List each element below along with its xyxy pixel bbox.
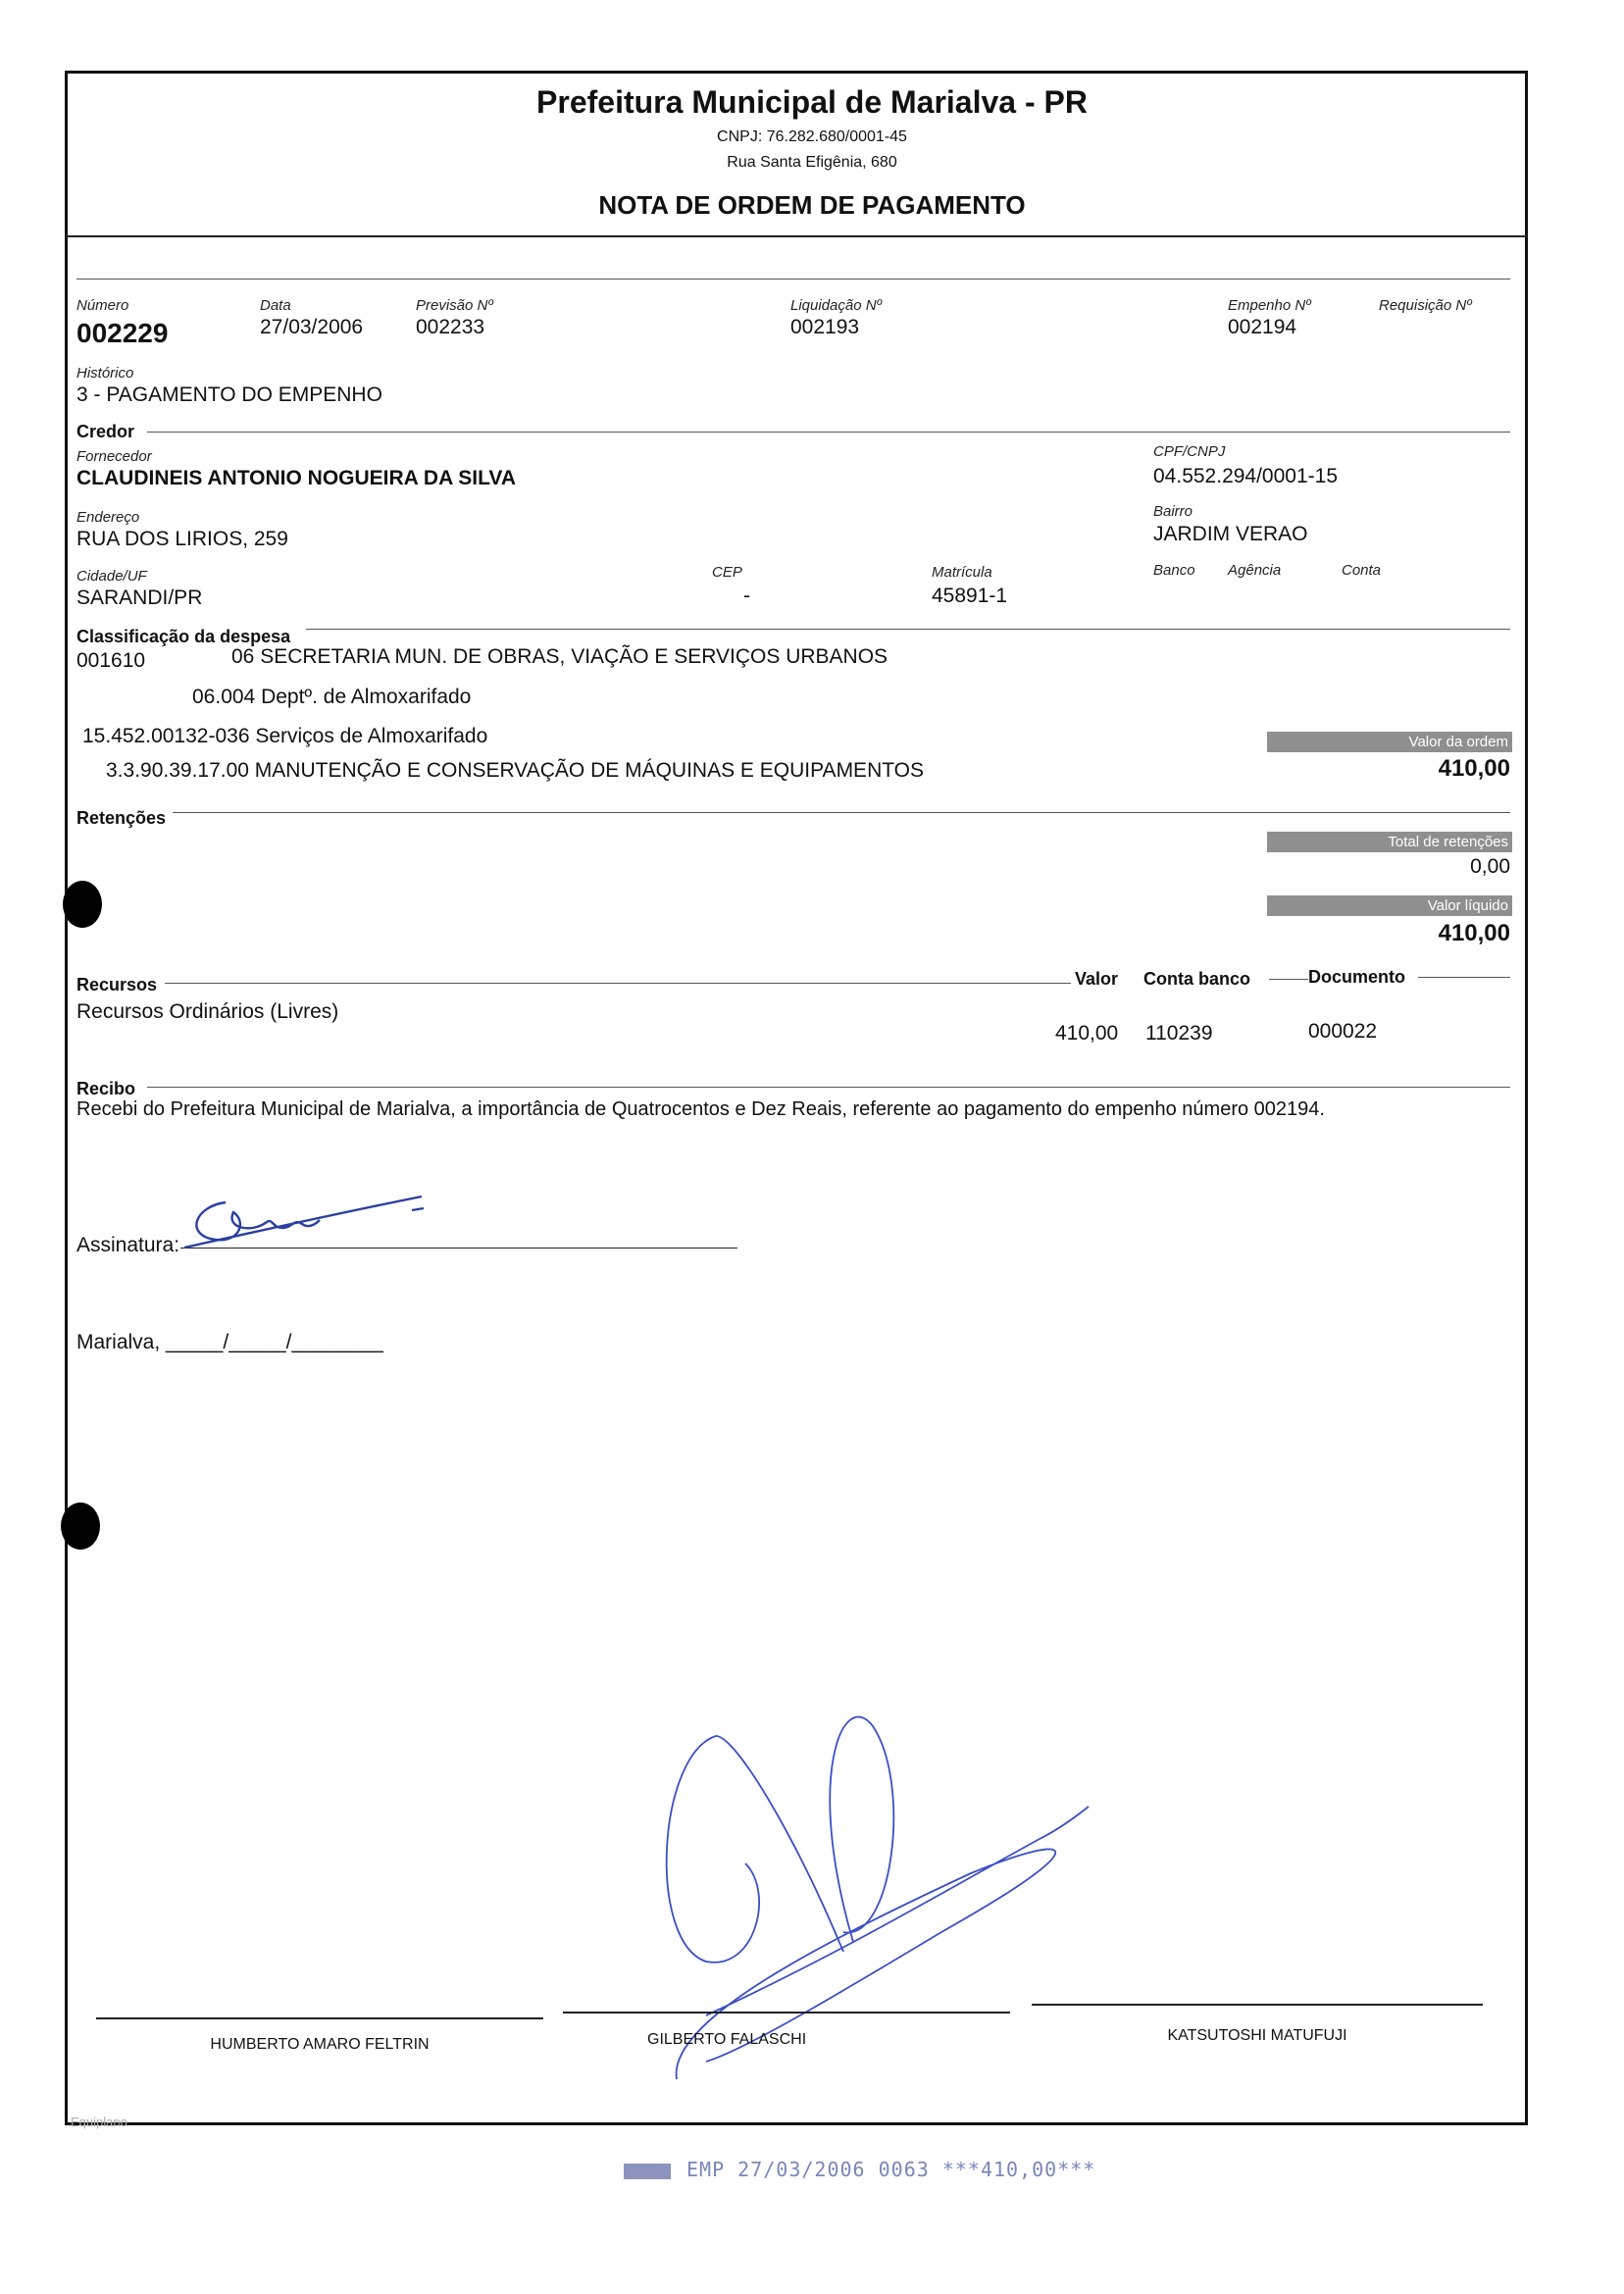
classificacao-line [306, 629, 1510, 630]
historico-value: 3 - PAGAMENTO DO EMPENHO [76, 383, 382, 406]
endereco-label: Endereço [76, 509, 140, 526]
classificacao-line2: 06.004 Deptº. de Almoxarifado [192, 686, 472, 708]
recursos-line-2 [1269, 979, 1308, 980]
historico-label: Histórico [76, 365, 134, 382]
fornecedor-label: Fornecedor [76, 448, 152, 465]
valor-liquido-value: 410,00 [1438, 920, 1510, 946]
cep-value: - [743, 585, 750, 607]
total-retencoes-value: 0,00 [1470, 855, 1510, 878]
cnpj-text: CNPJ: 76.282.680/0001-45 [717, 128, 907, 145]
total-retencoes-label: Total de retenções [1267, 832, 1512, 852]
document-title: NOTA DE ORDEM DE PAGAMENTO [598, 190, 1026, 220]
stamp-text: EMP 27/03/2006 0063 ***410,00*** [686, 2158, 1096, 2181]
header-divider [65, 235, 1528, 237]
retencoes-section: Retenções [76, 808, 167, 828]
requisicao-label: Requisição Nº [1379, 297, 1472, 314]
ident-divider [76, 279, 1510, 280]
liquidacao-label: Liquidação Nº [790, 297, 883, 314]
retencoes-line [173, 812, 1510, 813]
data-label: Data [260, 297, 291, 314]
cpf-label: CPF/CNPJ [1153, 443, 1226, 460]
bairro-label: Bairro [1153, 503, 1193, 520]
classificacao-code: 001610 [76, 649, 146, 672]
liquidacao-value: 002193 [790, 316, 860, 338]
banco-label: Banco [1153, 562, 1195, 579]
endereco-value: RUA DOS LIRIOS, 259 [76, 528, 288, 550]
recibo-text: Recebi do Prefeitura Municipal de Marialva, a importância de Quatrocentos e Dez Reais, referente ao pagamento do empenho número 002194. [76, 1098, 1325, 1120]
address-text: Rua Santa Efigênia, 680 [727, 154, 897, 171]
signatory-1: HUMBERTO AMARO FELTRIN [210, 2036, 430, 2053]
valor-liquido-label: Valor líquido [1267, 895, 1512, 916]
punch-hole-top [63, 881, 102, 928]
numero-label: Número [76, 297, 129, 314]
fornecedor-value: CLAUDINEIS ANTONIO NOGUEIRA DA SILVA [76, 467, 517, 489]
previsao-label: Previsão Nº [416, 297, 493, 314]
classificacao-line4: 3.3.90.39.17.00 MANUTENÇÃO E CONSERVAÇÃO DE MÁQUINAS E EQUIPAMENTOS [106, 759, 925, 782]
numero-value: 002229 [76, 318, 169, 348]
signatory-2: GILBERTO FALASCHI [647, 2031, 807, 2048]
bairro-value: JARDIM VERAO [1153, 523, 1308, 545]
recibo-section: Recibo [76, 1079, 136, 1098]
software-label: Equiplano [71, 2115, 127, 2129]
credor-line [147, 432, 1510, 433]
recursos-valor: 410,00 [1055, 1022, 1119, 1045]
classificacao-section: Classificação da despesa [76, 627, 291, 646]
page-title: Prefeitura Municipal de Marialva - PR [536, 84, 1088, 120]
recursos-documento: 000022 [1308, 1020, 1378, 1043]
signatory-3: KATSUTOSHI MATUFUJI [1167, 2027, 1347, 2044]
recursos-conta-header: Conta banco [1143, 969, 1251, 989]
classificacao-line3: 15.452.00132-036 Serviços de Almoxarifado [82, 725, 488, 747]
mechanical-stamp [624, 2158, 1095, 2181]
previsao-value: 002233 [416, 316, 485, 338]
cpf-value: 04.552.294/0001-15 [1153, 465, 1339, 487]
punch-hole-bottom [61, 1503, 100, 1550]
matricula-label: Matrícula [932, 564, 992, 581]
recursos-line-3 [1418, 977, 1510, 978]
recursos-valor-header: Valor [1075, 969, 1119, 989]
empenho-label: Empenho Nº [1228, 297, 1311, 314]
receipt-signature [177, 1189, 431, 1257]
recibo-line [147, 1087, 1510, 1088]
signatory-line-3 [1032, 2004, 1483, 2006]
cidade-value: SARANDI/PR [76, 586, 203, 609]
cidade-label: Cidade/UF [76, 568, 147, 585]
valor-ordem-value: 410,00 [1438, 755, 1510, 782]
date-line: Marialva, _____/_____/________ [76, 1331, 383, 1353]
recursos-desc: Recursos Ordinários (Livres) [76, 1000, 339, 1023]
valor-ordem-label: Valor da ordem [1267, 732, 1512, 752]
recursos-section: Recursos [76, 975, 158, 994]
agencia-label: Agência [1228, 562, 1282, 579]
recursos-documento-header: Documento [1308, 967, 1405, 987]
signatory-line-1 [96, 2017, 543, 2019]
matricula-value: 45891-1 [932, 585, 1008, 607]
stamp-logo-icon [624, 2164, 671, 2179]
recursos-line [165, 983, 1071, 984]
data-value: 27/03/2006 [260, 316, 364, 338]
credor-section: Credor [76, 422, 135, 441]
conta-label: Conta [1342, 562, 1382, 579]
empenho-value: 002194 [1228, 316, 1297, 338]
cep-label: CEP [712, 564, 742, 581]
assinatura-label: Assinatura: [76, 1234, 180, 1256]
classificacao-line1: 06 SECRETARIA MUN. DE OBRAS, VIAÇÃO E SERVIÇOS URBANOS [231, 645, 888, 668]
recursos-conta: 110239 [1145, 1022, 1213, 1045]
signatory-line-2 [563, 2012, 1010, 2014]
